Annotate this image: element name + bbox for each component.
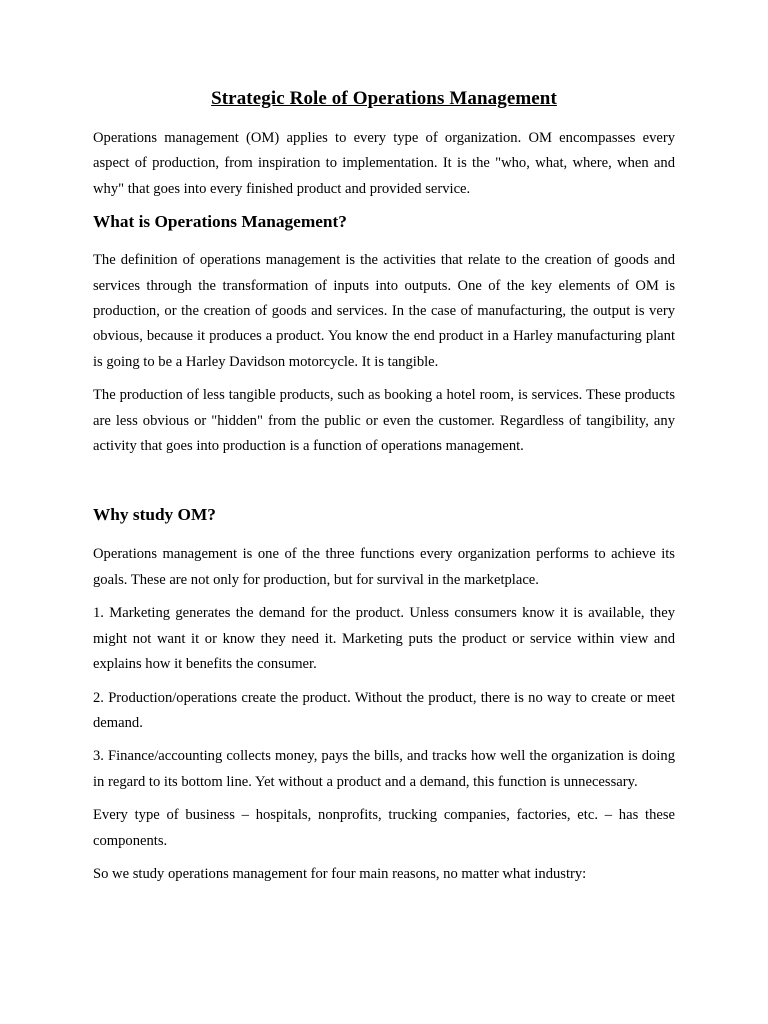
- section-heading-what-is-om: What is Operations Management?: [93, 212, 347, 232]
- document-title: Strategic Role of Operations Management: [211, 88, 557, 109]
- paragraph: Every type of business – hospitals, nonprofits, trucking companies, factories, etc. – has these components.: [93, 807, 675, 849]
- intro-paragraph: Operations management (OM) applies to every type of organization. OM encompasses every aspect of production, from inspiration to implementation. It is the "who, what, where, when and why" that goes into every finished product and provided service.: [93, 130, 675, 197]
- paragraph: The definition of operations management is the activities that relate to the creation of goods and services through the transformation of inputs into outputs. One of the key elements of OM is production, or the creation of goods and services. In the case of manufacturing, the output is very obvious, because it produces a product. You know the end product in a Harley manufacturing plant is going to be a Harley Davidson motorcycle. It is tangible.: [93, 252, 675, 370]
- list-item-production: 2. Production/operations create the product. Without the product, there is no way to create or meet demand.: [93, 689, 675, 731]
- list-item-finance: 3. Finance/accounting collects money, pays the bills, and tracks how well the organization is doing in regard to its bottom line. Yet without a product and a demand, this function is unnecessary.: [93, 748, 675, 790]
- list-item-marketing: 1. Marketing generates the demand for the product. Unless consumers know it is available, they might not want it or know they need it. Marketing puts the product or service within view and explains how it benefits the consumer.: [93, 605, 675, 673]
- document-page: [93, 86, 675, 895]
- paragraph: So we study operations management for four main reasons, no matter what industry:: [93, 865, 587, 882]
- section-heading-why-study-om: Why study OM?: [93, 505, 216, 525]
- paragraph: Operations management is one of the three functions every organization performs to achieve its goals. These are not only for production, but for survival in the marketplace.: [93, 546, 675, 588]
- paragraph: The production of less tangible products, such as booking a hotel room, is services. These products are less obvious or "hidden" from the public or even the customer. Regardless of tangibility, any activity that goes into production is a function of operations management.: [93, 387, 675, 455]
